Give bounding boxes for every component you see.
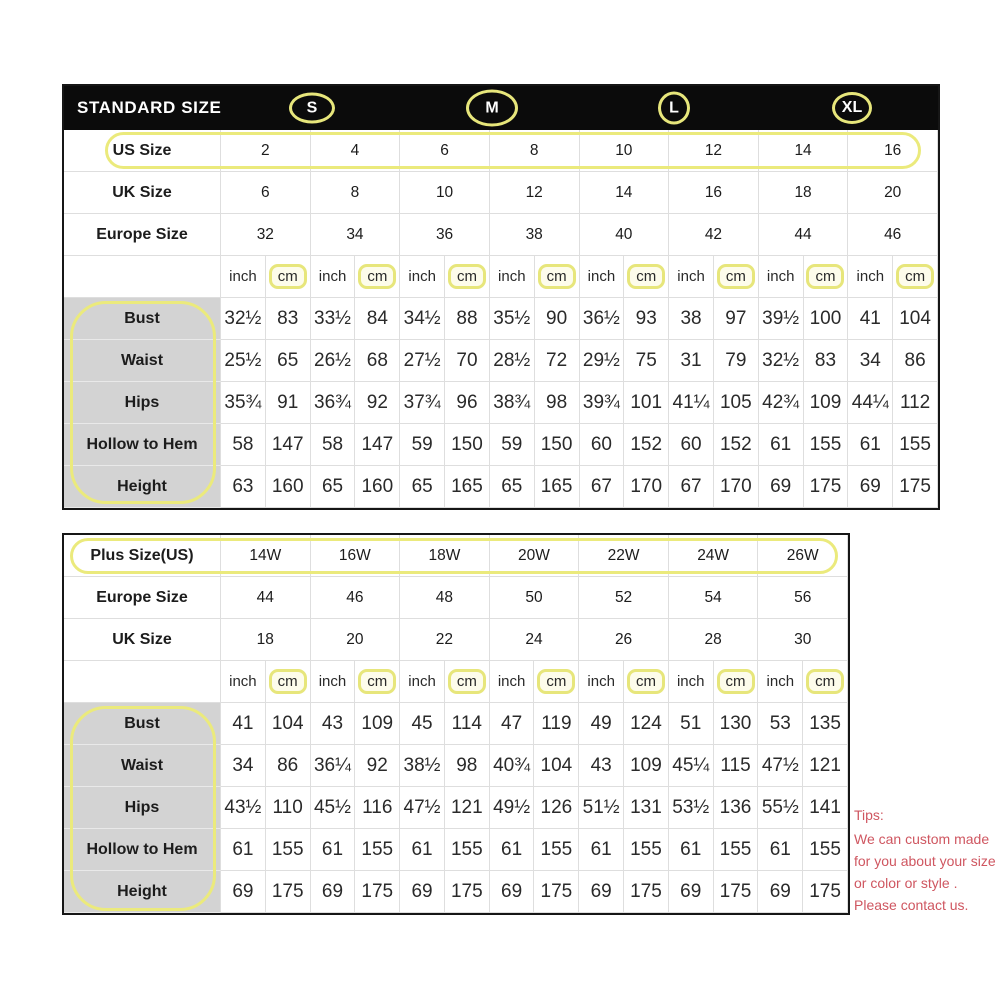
unit-cm-label-highlighted: cm [717, 264, 755, 289]
measurement-value-cell: 69 [759, 466, 804, 508]
measurement-value-cell: 155 [803, 829, 848, 871]
size-row-label: UK Size [64, 172, 221, 214]
measurement-value-cell: 83 [804, 340, 849, 382]
unit-cm-cell [624, 256, 669, 298]
measurement-value-cell: 45½ [311, 787, 356, 829]
size-value-cell: 48 [400, 577, 490, 619]
size-value-cell: 44 [759, 214, 849, 256]
size-group-l-circled: L [658, 92, 690, 125]
measurement-value-cell: 61 [848, 424, 893, 466]
measurement-value-cell: 175 [714, 871, 759, 913]
units-row-empty-cell [64, 661, 221, 703]
size-value-cell: 50 [490, 577, 580, 619]
unit-cm-cell [803, 661, 848, 703]
size-value-cell: 8 [490, 130, 580, 172]
measurement-value-cell: 170 [714, 466, 759, 508]
size-value-cell: 28 [669, 619, 759, 661]
measurement-value-cell: 29½ [580, 340, 625, 382]
measurement-value-cell: 155 [714, 829, 759, 871]
unit-cm-cell [266, 661, 311, 703]
size-value-cell: 10 [580, 130, 670, 172]
measurement-value-cell: 135 [803, 703, 848, 745]
measurement-value-cell: 131 [624, 787, 669, 829]
unit-cm-cell [445, 661, 490, 703]
measurement-value-cell: 160 [266, 466, 311, 508]
measurement-value-cell: 88 [445, 298, 490, 340]
measurement-value-cell: 53½ [669, 787, 714, 829]
size-value-cell: 16 [669, 172, 759, 214]
size-value-cell: 20 [311, 619, 401, 661]
measurement-value-cell: 101 [624, 382, 669, 424]
size-value-cell: 40 [580, 214, 670, 256]
measurement-value-cell: 36¼ [311, 745, 356, 787]
size-group-m-circled: M [466, 90, 518, 127]
measurement-value-cell: 126 [534, 787, 579, 829]
measurement-value-cell: 160 [355, 466, 400, 508]
unit-inch-label: inch [580, 256, 625, 298]
size-value-cell: 30 [758, 619, 848, 661]
measurement-value-cell: 109 [804, 382, 849, 424]
measurement-value-cell: 170 [624, 466, 669, 508]
size-value-cell: 34 [311, 214, 401, 256]
measurement-value-cell: 61 [490, 829, 535, 871]
measurement-value-cell: 49 [579, 703, 624, 745]
measurement-value-cell: 119 [534, 703, 579, 745]
measurement-value-cell: 61 [669, 829, 714, 871]
measurement-value-cell: 69 [579, 871, 624, 913]
units-row-empty-cell [64, 256, 221, 298]
measurement-value-cell: 38¾ [490, 382, 535, 424]
measurement-value-cell: 121 [445, 787, 490, 829]
plus-size-table [62, 533, 850, 915]
measurement-value-cell: 67 [580, 466, 625, 508]
size-value-cell: 24W [669, 535, 759, 577]
size-value-cell: 10 [400, 172, 490, 214]
size-value-cell: 42 [669, 214, 759, 256]
measurement-value-cell: 83 [266, 298, 311, 340]
measurement-value-cell: 34½ [400, 298, 445, 340]
measurement-row-label: Hollow to Hem [64, 829, 221, 871]
measurement-value-cell: 32½ [221, 298, 266, 340]
measurement-value-cell: 35¾ [221, 382, 266, 424]
size-value-cell: 8 [311, 172, 401, 214]
measurement-value-cell: 55½ [758, 787, 803, 829]
measurement-value-cell: 92 [355, 745, 400, 787]
plus-size-grid [64, 535, 848, 913]
unit-cm-cell [535, 256, 580, 298]
measurement-value-cell: 175 [445, 871, 490, 913]
measurement-row-label: Hollow to Hem [64, 424, 221, 466]
unit-cm-label-highlighted: cm [806, 264, 844, 289]
unit-inch-label: inch [221, 661, 266, 703]
size-value-cell: 14 [759, 130, 849, 172]
measurement-value-cell: 105 [714, 382, 759, 424]
measurement-value-cell: 32½ [759, 340, 804, 382]
size-value-cell: 46 [311, 577, 401, 619]
measurement-value-cell: 97 [714, 298, 759, 340]
size-value-cell: 2 [221, 130, 311, 172]
unit-cm-cell [624, 661, 669, 703]
size-value-cell: 38 [490, 214, 580, 256]
size-value-cell: 26W [758, 535, 848, 577]
measurement-value-cell: 43 [311, 703, 356, 745]
measurement-value-cell: 33½ [311, 298, 356, 340]
measurement-value-cell: 72 [535, 340, 580, 382]
measurement-value-cell: 175 [804, 466, 849, 508]
unit-inch-label: inch [221, 256, 266, 298]
measurement-value-cell: 69 [758, 871, 803, 913]
size-value-cell: 44 [221, 577, 311, 619]
unit-cm-label-highlighted: cm [269, 669, 307, 694]
measurement-value-cell: 104 [266, 703, 311, 745]
measurement-value-cell: 67 [669, 466, 714, 508]
measurement-value-cell: 41¼ [669, 382, 714, 424]
measurement-value-cell: 65 [400, 466, 445, 508]
unit-cm-cell [804, 256, 849, 298]
measurement-value-cell: 165 [445, 466, 490, 508]
measurement-value-cell: 104 [893, 298, 938, 340]
measurement-value-cell: 136 [714, 787, 759, 829]
measurement-row-label: Bust [64, 703, 221, 745]
size-value-cell: 26 [579, 619, 669, 661]
unit-cm-label-highlighted: cm [538, 264, 576, 289]
measurement-value-cell: 86 [266, 745, 311, 787]
measurement-value-cell: 98 [445, 745, 490, 787]
measurement-value-cell: 61 [579, 829, 624, 871]
size-value-cell: 36 [400, 214, 490, 256]
measurement-value-cell: 41 [848, 298, 893, 340]
measurement-value-cell: 109 [355, 703, 400, 745]
size-value-cell: 12 [490, 172, 580, 214]
unit-cm-cell [714, 256, 759, 298]
unit-inch-label: inch [490, 256, 535, 298]
measurement-row-label: Hips [64, 787, 221, 829]
measurement-value-cell: 53 [758, 703, 803, 745]
measurement-value-cell: 25½ [221, 340, 266, 382]
measurement-value-cell: 69 [400, 871, 445, 913]
measurement-value-cell: 155 [893, 424, 938, 466]
measurement-value-cell: 60 [669, 424, 714, 466]
measurement-value-cell: 31 [669, 340, 714, 382]
unit-cm-cell [266, 256, 311, 298]
size-value-cell: 4 [311, 130, 401, 172]
measurement-value-cell: 38½ [400, 745, 445, 787]
measurement-value-cell: 49½ [490, 787, 535, 829]
measurement-value-cell: 34 [848, 340, 893, 382]
measurement-value-cell: 96 [445, 382, 490, 424]
measurement-value-cell: 39¾ [580, 382, 625, 424]
measurement-value-cell: 60 [580, 424, 625, 466]
measurement-value-cell: 65 [311, 466, 356, 508]
unit-cm-cell [355, 661, 400, 703]
measurement-value-cell: 45 [400, 703, 445, 745]
measurement-value-cell: 69 [311, 871, 356, 913]
measurement-value-cell: 147 [355, 424, 400, 466]
measurement-value-cell: 155 [804, 424, 849, 466]
measurement-value-cell: 175 [266, 871, 311, 913]
size-value-cell: 6 [400, 130, 490, 172]
measurement-value-cell: 155 [534, 829, 579, 871]
tips-line: We can custom made [854, 831, 990, 847]
measurement-value-cell: 39½ [759, 298, 804, 340]
unit-cm-label-highlighted: cm [896, 264, 934, 289]
standard-size-header [64, 86, 938, 130]
size-group-s-circled: S [289, 93, 335, 124]
measurement-value-cell: 141 [803, 787, 848, 829]
measurement-row-label: Hips [64, 382, 221, 424]
measurement-value-cell: 155 [355, 829, 400, 871]
standard-size-table [62, 84, 940, 510]
unit-cm-label-highlighted: cm [448, 669, 486, 694]
unit-inch-label: inch [311, 661, 356, 703]
measurement-value-cell: 68 [355, 340, 400, 382]
size-value-cell: 52 [579, 577, 669, 619]
size-value-cell: 22W [579, 535, 669, 577]
measurement-value-cell: 47 [490, 703, 535, 745]
measurement-value-cell: 84 [355, 298, 400, 340]
measurement-value-cell: 36¾ [311, 382, 356, 424]
measurement-value-cell: 150 [445, 424, 490, 466]
measurement-value-cell: 152 [714, 424, 759, 466]
size-value-cell: 16W [311, 535, 401, 577]
measurement-value-cell: 61 [311, 829, 356, 871]
size-value-cell: 20 [848, 172, 938, 214]
measurement-value-cell: 175 [355, 871, 400, 913]
measurement-value-cell: 28½ [490, 340, 535, 382]
measurement-row-label: Bust [64, 298, 221, 340]
measurement-value-cell: 69 [669, 871, 714, 913]
measurement-value-cell: 115 [714, 745, 759, 787]
measurement-value-cell: 69 [490, 871, 535, 913]
measurement-value-cell: 69 [221, 871, 266, 913]
measurement-value-cell: 175 [624, 871, 669, 913]
measurement-value-cell: 42¾ [759, 382, 804, 424]
measurement-value-cell: 175 [534, 871, 579, 913]
tips-line: for you about your size [854, 853, 996, 869]
measurement-value-cell: 90 [535, 298, 580, 340]
measurement-value-cell: 45¼ [669, 745, 714, 787]
measurement-value-cell: 58 [221, 424, 266, 466]
unit-cm-cell [893, 256, 938, 298]
measurement-row-label: Waist [64, 745, 221, 787]
measurement-value-cell: 41 [221, 703, 266, 745]
unit-inch-label: inch [400, 256, 445, 298]
measurement-value-cell: 114 [445, 703, 490, 745]
unit-inch-label: inch [579, 661, 624, 703]
measurement-value-cell: 27½ [400, 340, 445, 382]
unit-cm-cell [445, 256, 490, 298]
measurement-value-cell: 155 [266, 829, 311, 871]
unit-cm-label-highlighted: cm [448, 264, 486, 289]
measurement-value-cell: 98 [535, 382, 580, 424]
unit-cm-label-highlighted: cm [358, 669, 396, 694]
measurement-value-cell: 69 [848, 466, 893, 508]
size-value-cell: 12 [669, 130, 759, 172]
unit-inch-label: inch [669, 256, 714, 298]
measurement-value-cell: 38 [669, 298, 714, 340]
measurement-value-cell: 63 [221, 466, 266, 508]
unit-cm-label-highlighted: cm [627, 669, 665, 694]
standard-size-grid [64, 130, 938, 508]
unit-inch-label: inch [669, 661, 714, 703]
measurement-value-cell: 65 [490, 466, 535, 508]
measurement-value-cell: 86 [893, 340, 938, 382]
measurement-value-cell: 47½ [400, 787, 445, 829]
size-row-label: UK Size [64, 619, 221, 661]
unit-inch-label: inch [490, 661, 535, 703]
size-value-cell: 14 [580, 172, 670, 214]
tips-title: Tips: [854, 807, 884, 823]
measurement-value-cell: 65 [266, 340, 311, 382]
unit-cm-cell [714, 661, 759, 703]
measurement-value-cell: 91 [266, 382, 311, 424]
measurement-value-cell: 100 [804, 298, 849, 340]
measurement-value-cell: 93 [624, 298, 669, 340]
unit-cm-label-highlighted: cm [358, 264, 396, 289]
measurement-value-cell: 92 [355, 382, 400, 424]
size-value-cell: 56 [758, 577, 848, 619]
unit-cm-cell [534, 661, 579, 703]
size-group-xl-circled: XL [832, 92, 872, 124]
size-value-cell: 22 [400, 619, 490, 661]
measurement-value-cell: 61 [759, 424, 804, 466]
size-value-cell: 18W [400, 535, 490, 577]
size-value-cell: 18 [759, 172, 849, 214]
unit-cm-label-highlighted: cm [717, 669, 755, 694]
measurement-value-cell: 104 [534, 745, 579, 787]
custom-made-tips-note [854, 804, 1000, 916]
measurement-value-cell: 124 [624, 703, 669, 745]
unit-cm-label-highlighted: cm [537, 669, 575, 694]
measurement-value-cell: 116 [355, 787, 400, 829]
unit-inch-label: inch [848, 256, 893, 298]
measurement-value-cell: 59 [400, 424, 445, 466]
measurement-value-cell: 44¼ [848, 382, 893, 424]
size-row-label: Plus Size(US) [64, 535, 221, 577]
size-row-label: US Size [64, 130, 221, 172]
measurement-value-cell: 61 [758, 829, 803, 871]
measurement-value-cell: 155 [445, 829, 490, 871]
measurement-value-cell: 43 [579, 745, 624, 787]
measurement-value-cell: 47½ [758, 745, 803, 787]
unit-cm-label-highlighted: cm [806, 669, 844, 694]
measurement-value-cell: 59 [490, 424, 535, 466]
size-value-cell: 14W [221, 535, 311, 577]
measurement-value-cell: 147 [266, 424, 311, 466]
measurement-value-cell: 26½ [311, 340, 356, 382]
measurement-row-label: Waist [64, 340, 221, 382]
measurement-value-cell: 36½ [580, 298, 625, 340]
size-value-cell: 16 [848, 130, 938, 172]
size-value-cell: 24 [490, 619, 580, 661]
tips-line: or color or style . [854, 875, 958, 891]
measurement-value-cell: 34 [221, 745, 266, 787]
measurement-value-cell: 40¾ [490, 745, 535, 787]
tips-line: Please contact us. [854, 897, 969, 913]
standard-size-title: STANDARD SIZE [77, 98, 222, 117]
measurement-value-cell: 61 [221, 829, 266, 871]
measurement-row-label: Height [64, 871, 221, 913]
unit-cm-label-highlighted: cm [269, 264, 307, 289]
measurement-value-cell: 79 [714, 340, 759, 382]
size-value-cell: 32 [221, 214, 311, 256]
unit-inch-label: inch [759, 256, 804, 298]
measurement-value-cell: 35½ [490, 298, 535, 340]
measurement-value-cell: 175 [803, 871, 848, 913]
measurement-value-cell: 51½ [579, 787, 624, 829]
unit-cm-label-highlighted: cm [627, 264, 665, 289]
measurement-value-cell: 61 [400, 829, 445, 871]
measurement-value-cell: 130 [714, 703, 759, 745]
measurement-value-cell: 165 [535, 466, 580, 508]
size-value-cell: 54 [669, 577, 759, 619]
measurement-value-cell: 58 [311, 424, 356, 466]
measurement-value-cell: 70 [445, 340, 490, 382]
size-row-label: Europe Size [64, 577, 221, 619]
measurement-value-cell: 121 [803, 745, 848, 787]
measurement-value-cell: 37¾ [400, 382, 445, 424]
measurement-value-cell: 112 [893, 382, 938, 424]
unit-inch-label: inch [758, 661, 803, 703]
size-value-cell: 20W [490, 535, 580, 577]
measurement-value-cell: 152 [624, 424, 669, 466]
measurement-value-cell: 175 [893, 466, 938, 508]
unit-inch-label: inch [311, 256, 356, 298]
measurement-value-cell: 150 [535, 424, 580, 466]
measurement-value-cell: 75 [624, 340, 669, 382]
size-value-cell: 18 [221, 619, 311, 661]
measurement-row-label: Height [64, 466, 221, 508]
measurement-value-cell: 109 [624, 745, 669, 787]
unit-cm-cell [355, 256, 400, 298]
size-value-cell: 6 [221, 172, 311, 214]
measurement-value-cell: 51 [669, 703, 714, 745]
measurement-value-cell: 155 [624, 829, 669, 871]
size-row-label: Europe Size [64, 214, 221, 256]
size-value-cell: 46 [848, 214, 938, 256]
measurement-value-cell: 43½ [221, 787, 266, 829]
unit-inch-label: inch [400, 661, 445, 703]
measurement-value-cell: 110 [266, 787, 311, 829]
